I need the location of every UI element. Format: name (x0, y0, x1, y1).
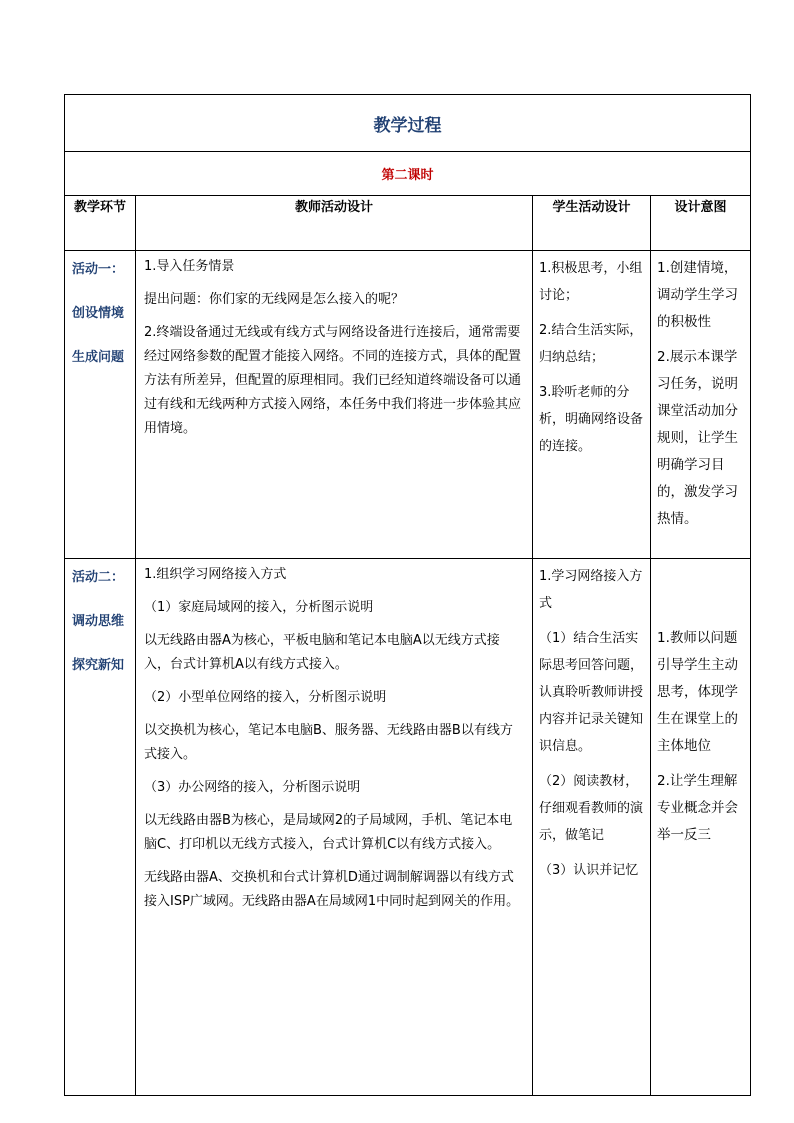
teacher-paragraph: 以无线路由器A为核心，平板电脑和笔记本电脑A以无线方式接入，台式计算机A以有线方式接入。 (144, 633, 500, 672)
lesson-period: 第二课时 (381, 168, 434, 183)
intent-paragraph: 2.展示本课学习任务，说明课堂活动加分规则，让学生明确学习目的，激发学习热情。 (657, 349, 738, 527)
activity-2-teacher (136, 559, 533, 1096)
teacher-paragraph: 2.终端设备通过无线或有线方式与网络设备进行连接后，通常需要经过网络参数的配置才能接入网络。不同的连接方式，具体的配置方法有所差异，但配置的原理相同。我们已经知道终端设备可以通过有线和无线两种方式接入网络，本任务中我们将进一步体验其应用情境。 (144, 325, 522, 436)
page-title: 教学过程 (373, 115, 442, 136)
teacher-paragraph: （1）家庭局域网的接入，分析图示说明 (144, 600, 374, 615)
header-teacher: 教师活动设计 (136, 196, 533, 251)
activity-label-line: 活动一： (72, 262, 125, 277)
intent-paragraph: 1.创建情境，调动学生学习的积极性 (657, 260, 738, 330)
teacher-paragraph: 无线路由器A、交换机和台式计算机D通过调制解调器以有线方式接入ISP广域网。无线路由器A在局域网1中同时起到网关的作用。 (144, 870, 520, 909)
teacher-paragraph: 以无线路由器B为核心，是局域网2的子局域网，手机、笔记本电脑C、打印机以无线方式接入，台式计算机C以有线方式接入。 (144, 813, 513, 852)
student-paragraph: 1.学习网络接入方式 (539, 569, 643, 611)
student-paragraph: 2.结合生活实际，归纳总结； (539, 323, 643, 365)
header-intent: 设计意图 (651, 196, 751, 251)
header-stage: 教学环节 (65, 196, 136, 251)
activity-row-2 (65, 559, 751, 1096)
intent-paragraph: 1.教师以问题引导学生主动思考，体现学生在课堂上的主体地位 (657, 630, 738, 754)
student-paragraph: （3）认识并记忆 (539, 863, 639, 878)
activity-1-intent (651, 251, 751, 559)
activity-2-student (533, 559, 651, 1096)
teacher-paragraph: 提出问题：你们家的无线网是怎么接入的呢？ (144, 292, 405, 307)
student-paragraph: （1）结合生活实际思考回答问题，认真聆听教师讲授内容并记录关键知识信息。 (539, 631, 644, 754)
activity-2-label (65, 559, 136, 1096)
student-paragraph: （2）阅读教材，仔细观看教师的演示，做笔记 (539, 774, 644, 843)
header-student: 学生活动设计 (533, 196, 651, 251)
activity-label-line: 活动二： (72, 570, 125, 585)
title-cell (65, 95, 751, 152)
teacher-paragraph: 以交换机为核心，笔记本电脑B、服务器、无线路由器B以有线方式接入。 (144, 723, 513, 762)
activity-label-line: 调动思维 (72, 614, 125, 629)
teacher-paragraph: 1.组织学习网络接入方式 (144, 567, 287, 582)
subtitle-cell (65, 152, 751, 196)
activity-1-teacher (136, 251, 533, 559)
activity-1-student (533, 251, 651, 559)
activity-1-label (65, 251, 136, 559)
activity-label-line: 生成问题 (72, 350, 125, 365)
activity-label-line: 探究新知 (72, 658, 125, 673)
header-row (65, 196, 751, 251)
activity-label-line: 创设情境 (72, 306, 125, 321)
activity-2-intent (651, 559, 751, 1096)
activity-row-1 (65, 251, 751, 559)
lesson-plan-table (64, 94, 751, 1096)
teacher-paragraph: （2）小型单位网络的接入，分析图示说明 (144, 690, 387, 705)
intent-paragraph: 2.让学生理解专业概念并会举一反三 (657, 773, 738, 843)
teacher-paragraph: 1.导入任务情景 (144, 259, 235, 274)
teacher-paragraph: （3）办公网络的接入，分析图示说明 (144, 780, 361, 795)
student-paragraph: 1.积极思考，小组讨论； (539, 261, 643, 303)
student-paragraph: 3.聆听老师的分析，明确网络设备的连接。 (539, 385, 644, 454)
